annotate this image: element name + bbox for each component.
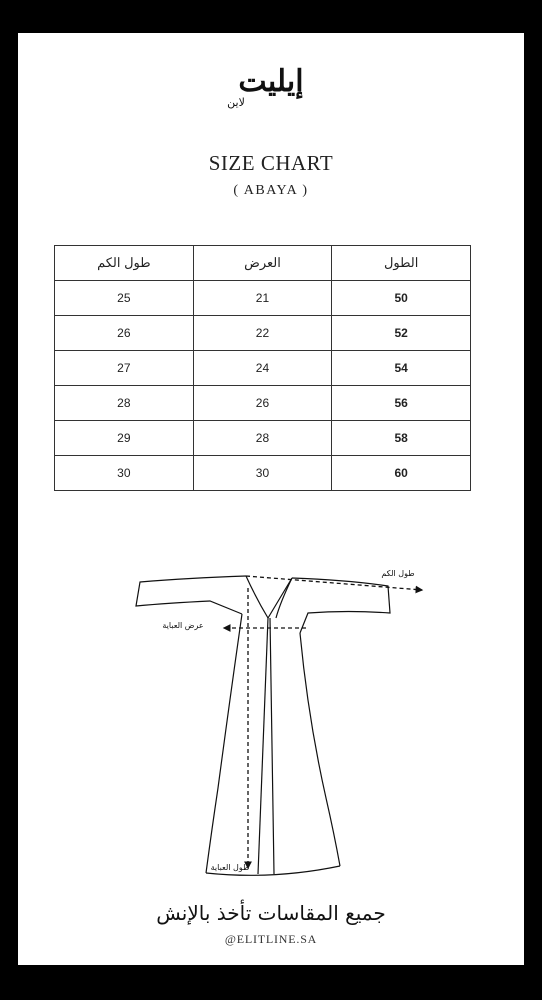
cell-width: 24	[193, 351, 332, 386]
cell-sleeve: 30	[55, 456, 194, 491]
measurement-note: جميع المقاسات تأخذ بالإنش	[156, 901, 386, 925]
cell-width: 26	[193, 386, 332, 421]
abaya-length-label: طول العباية	[210, 863, 250, 872]
table-row	[55, 281, 471, 316]
brand-logo	[18, 65, 524, 109]
sleeve-length-label: طول الكم	[381, 569, 415, 578]
cell-width: 28	[193, 421, 332, 456]
cell-sleeve: 26	[55, 316, 194, 351]
cell-length: 52	[332, 316, 471, 351]
cell-sleeve: 27	[55, 351, 194, 386]
cell-length: 60	[332, 456, 471, 491]
header-width: العرض	[193, 246, 332, 281]
table-header-row	[55, 246, 471, 281]
cell-width: 21	[193, 281, 332, 316]
cell-length: 58	[332, 421, 471, 456]
size-table	[54, 245, 471, 491]
cell-width: 30	[193, 456, 332, 491]
header-sleeve-length: طول الكم	[55, 246, 194, 281]
table-row	[55, 386, 471, 421]
cell-sleeve: 28	[55, 386, 194, 421]
size-chart-card	[18, 33, 524, 965]
cell-length: 50	[332, 281, 471, 316]
instagram-handle: @ELITLINE.SA	[224, 932, 318, 946]
brand-name: إيليت	[238, 64, 304, 99]
brand-tagline: لاين	[227, 96, 245, 109]
header-length: الطول	[332, 246, 471, 281]
table-row	[55, 351, 471, 386]
cell-length: 56	[332, 386, 471, 421]
sleeve-measure-line	[246, 576, 422, 590]
page-title: SIZE CHART	[208, 151, 334, 175]
cell-sleeve: 29	[55, 421, 194, 456]
abaya-diagram	[18, 558, 524, 878]
table-row	[55, 456, 471, 491]
abaya-width-label: عرض العباية	[162, 621, 204, 630]
cell-length: 54	[332, 351, 471, 386]
table-row	[55, 316, 471, 351]
cell-width: 22	[193, 316, 332, 351]
cell-sleeve: 25	[55, 281, 194, 316]
table-row	[55, 421, 471, 456]
page-subtitle: ( ABAYA )	[233, 183, 309, 198]
